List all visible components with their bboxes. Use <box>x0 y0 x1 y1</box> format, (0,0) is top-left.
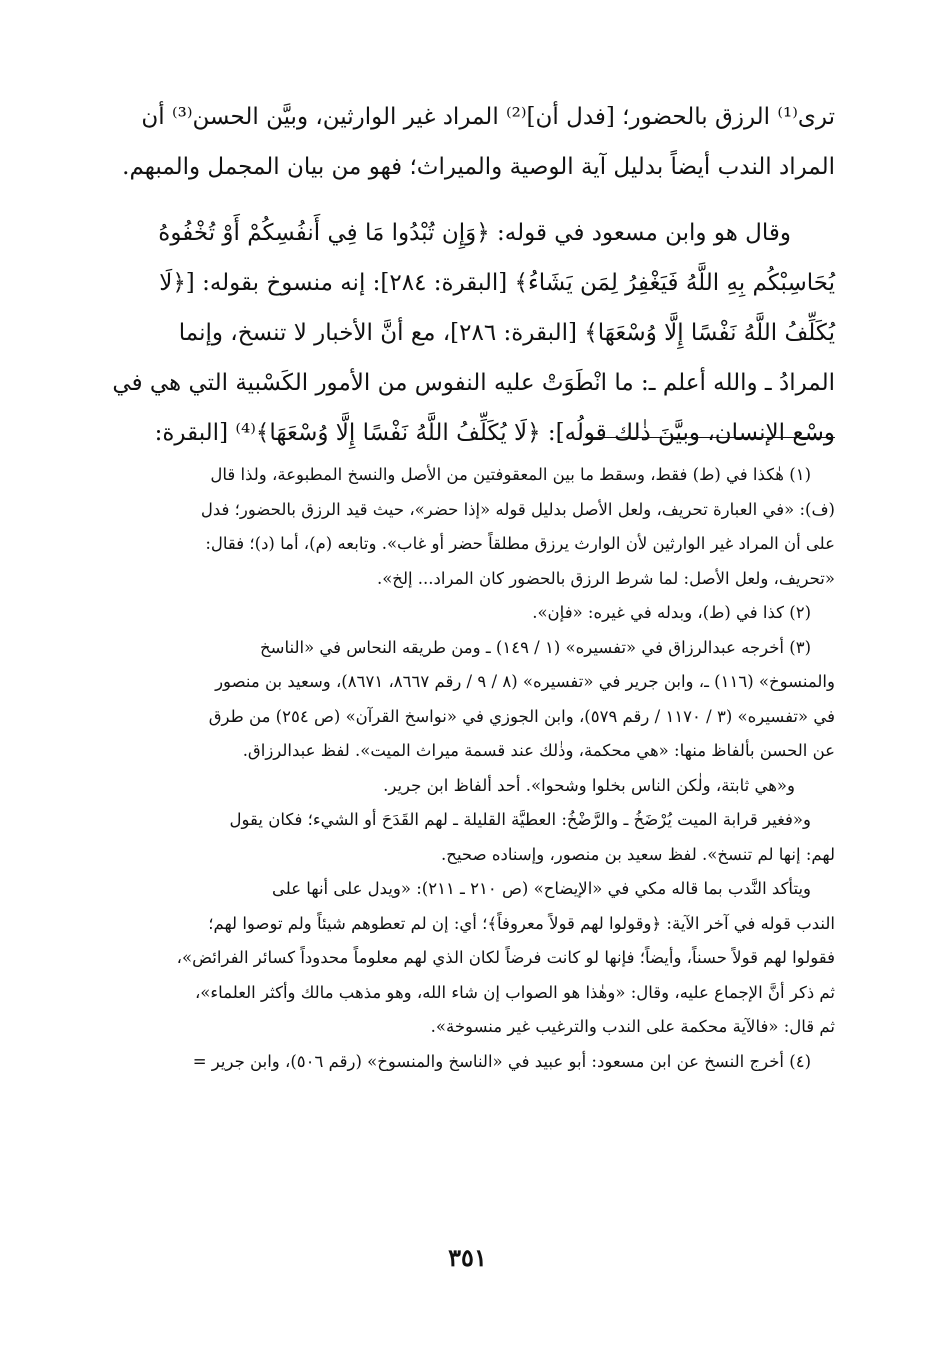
page-number: ٣٥١ <box>448 1243 487 1272</box>
main-line: المرادُ ـ والله أعلم ـ: ما انْطَوَتْ عليه النفوس من الأمور الكَسْبية التي هي في <box>112 370 835 396</box>
footnote-3-line: ثم قال: «فالآية محكمة على الندب والترغيب غير منسوخة». <box>430 1017 835 1036</box>
main-paragraph-1 <box>105 92 835 192</box>
footnote-separator <box>585 437 835 438</box>
footnote-3-line: عن الحسن بألفاظ منها: «هي محكمة، وذٰلك عند قسمة ميراث الميت». لفظ عبدالرزاق. <box>242 741 835 760</box>
footnote-3-line: ويتأكد النَّدب بما قاله مكي في «الإيضاح» (ص ٢١٠ ـ ٢١١): «ويدل على أنها على <box>272 879 811 898</box>
main-line: ترى⁽¹⁾ الرزق بالحضور؛ [فدل أن]⁽²⁾ المراد غير الوارثين، وبيَّن الحسن⁽³⁾ أن <box>141 104 835 130</box>
footnote-4-line: (٤) أخرج النسخ عن ابن مسعود: أبو عبيد في «الناسخ والمنسوخ» (رقم ٥٠٦)، وابن جرير = <box>192 1051 811 1071</box>
footnotes <box>105 458 835 1079</box>
footnote-1-line: على أن المراد غير الوارثين لأن الوارث يرزق مطلقاً حضر أو غاب». وتابعه (م)، أما (د)؛ فقال: <box>205 534 835 553</box>
footnote-3-line: فقولوا لهم قولاً حسناً، وأيضاً؛ فإنها لو كانت فرضاً لكان الذي لهم معلوماً محدوداً كسائر الفرائض»، <box>176 948 835 967</box>
footnote-3-line: ثم ذكر أنَّ الإجماع عليه، وقال: «وهٰذا هو الصواب إن شاء الله، وهو مذهب مالك وأكثر العلماء»، <box>194 982 835 1002</box>
main-line: المراد الندب أيضاً بدليل آية الوصية والميراث؛ فهو من بيان المجمل والمبهم. <box>122 154 835 180</box>
footnote-1-line: (١) هٰكذا في (ط) فقط، وسقط ما بين المعقوفتين من الأصل والنسخ المطبوعة، ولذا قال <box>210 465 811 484</box>
footnote-3-line: لهم: إنها لم تنسخ». لفظ سعيد بن منصور، وإسناده صحيح. <box>441 844 835 864</box>
footnote-3-line: و«فغير قرابة الميت يُرْضَخُ ـ والرَّضْخُ: العطيَّة القليلة ـ لهم القَدَحَ أو الشيء؛ فكان يقول <box>229 810 811 829</box>
footnote-1-line: (ف): «في العبارة تحريف، ولعل الأصل بدليل قوله «إذا حضر»، حيث قيد الرزق بالحضور؛ فدل <box>200 499 835 519</box>
main-paragraph-2 <box>105 208 835 458</box>
main-line: وسْع الإنسان، وبيَّنَ ذٰلك قولُه]: ﴿لَا يُكَلِّفُ اللَّهُ نَفْسًا إِلَّا وُسْعَهَا﴾⁽⁴⁾ [البقرة: <box>154 420 835 446</box>
footnote-3-line: (٣) أخرجه عبدالرزاق في «تفسيره» (١ / ١٤٩) ـ ومن طريقه النحاس في «الناسخ <box>259 637 811 657</box>
footnote-2-line: (٢) كذا في (ط)، وبدله في غيره: «فإن». <box>532 603 811 622</box>
footnote-1-line: «تحريف، ولعل الأصل: لما شرط الرزق بالحضور كان المراد... إلخ». <box>376 568 835 588</box>
footnote-3-line: و«هي ثابتة، ولٰكن الناس بخلوا وشحوا». أحد ألفاظ ابن جرير. <box>383 775 795 795</box>
main-line: يُكَلِّفُ اللَّهُ نَفْسًا إِلَّا وُسْعَهَا﴾ [البقرة: ٢٨٦]، مع أنَّ الأخبار لا تنسخ، وإنما <box>178 320 835 346</box>
main-line: يُحَاسِبْكُم بِهِ اللَّهُ فَيَغْفِرُ لِمَن يَشَاءُ﴾ [البقرة: ٢٨٤]: إنه منسوخ بقوله: [﴿لَا <box>159 270 835 296</box>
footnote-3-line: والمنسوخ» (١١٦) ـ، وابن جرير في «تفسيره» (٨ / ٩ / رقم ٨٦٦٧، ٨٦٧١)، وسعيد بن منصور <box>215 672 835 691</box>
footnote-3-line: في «تفسيره» (٣ / ١١٧٠ / رقم ٥٧٩)، وابن الجوزي في «نواسخ القرآن» (ص ٢٥٤) من طرق <box>208 706 835 726</box>
main-line: وقال هو وابن مسعود في قوله: ﴿وَإِن تُبْدُوا مَا فِي أَنفُسِكُمْ أَوْ تُخْفُوهُ <box>158 220 791 246</box>
footnote-3-line: الندب قوله في آخر الآية: ﴿وقولوا لهم قولاً معروفاً﴾؛ أي: إن لم تعطوهم شيئاً ولم توصوا لهم؛ <box>208 913 835 933</box>
